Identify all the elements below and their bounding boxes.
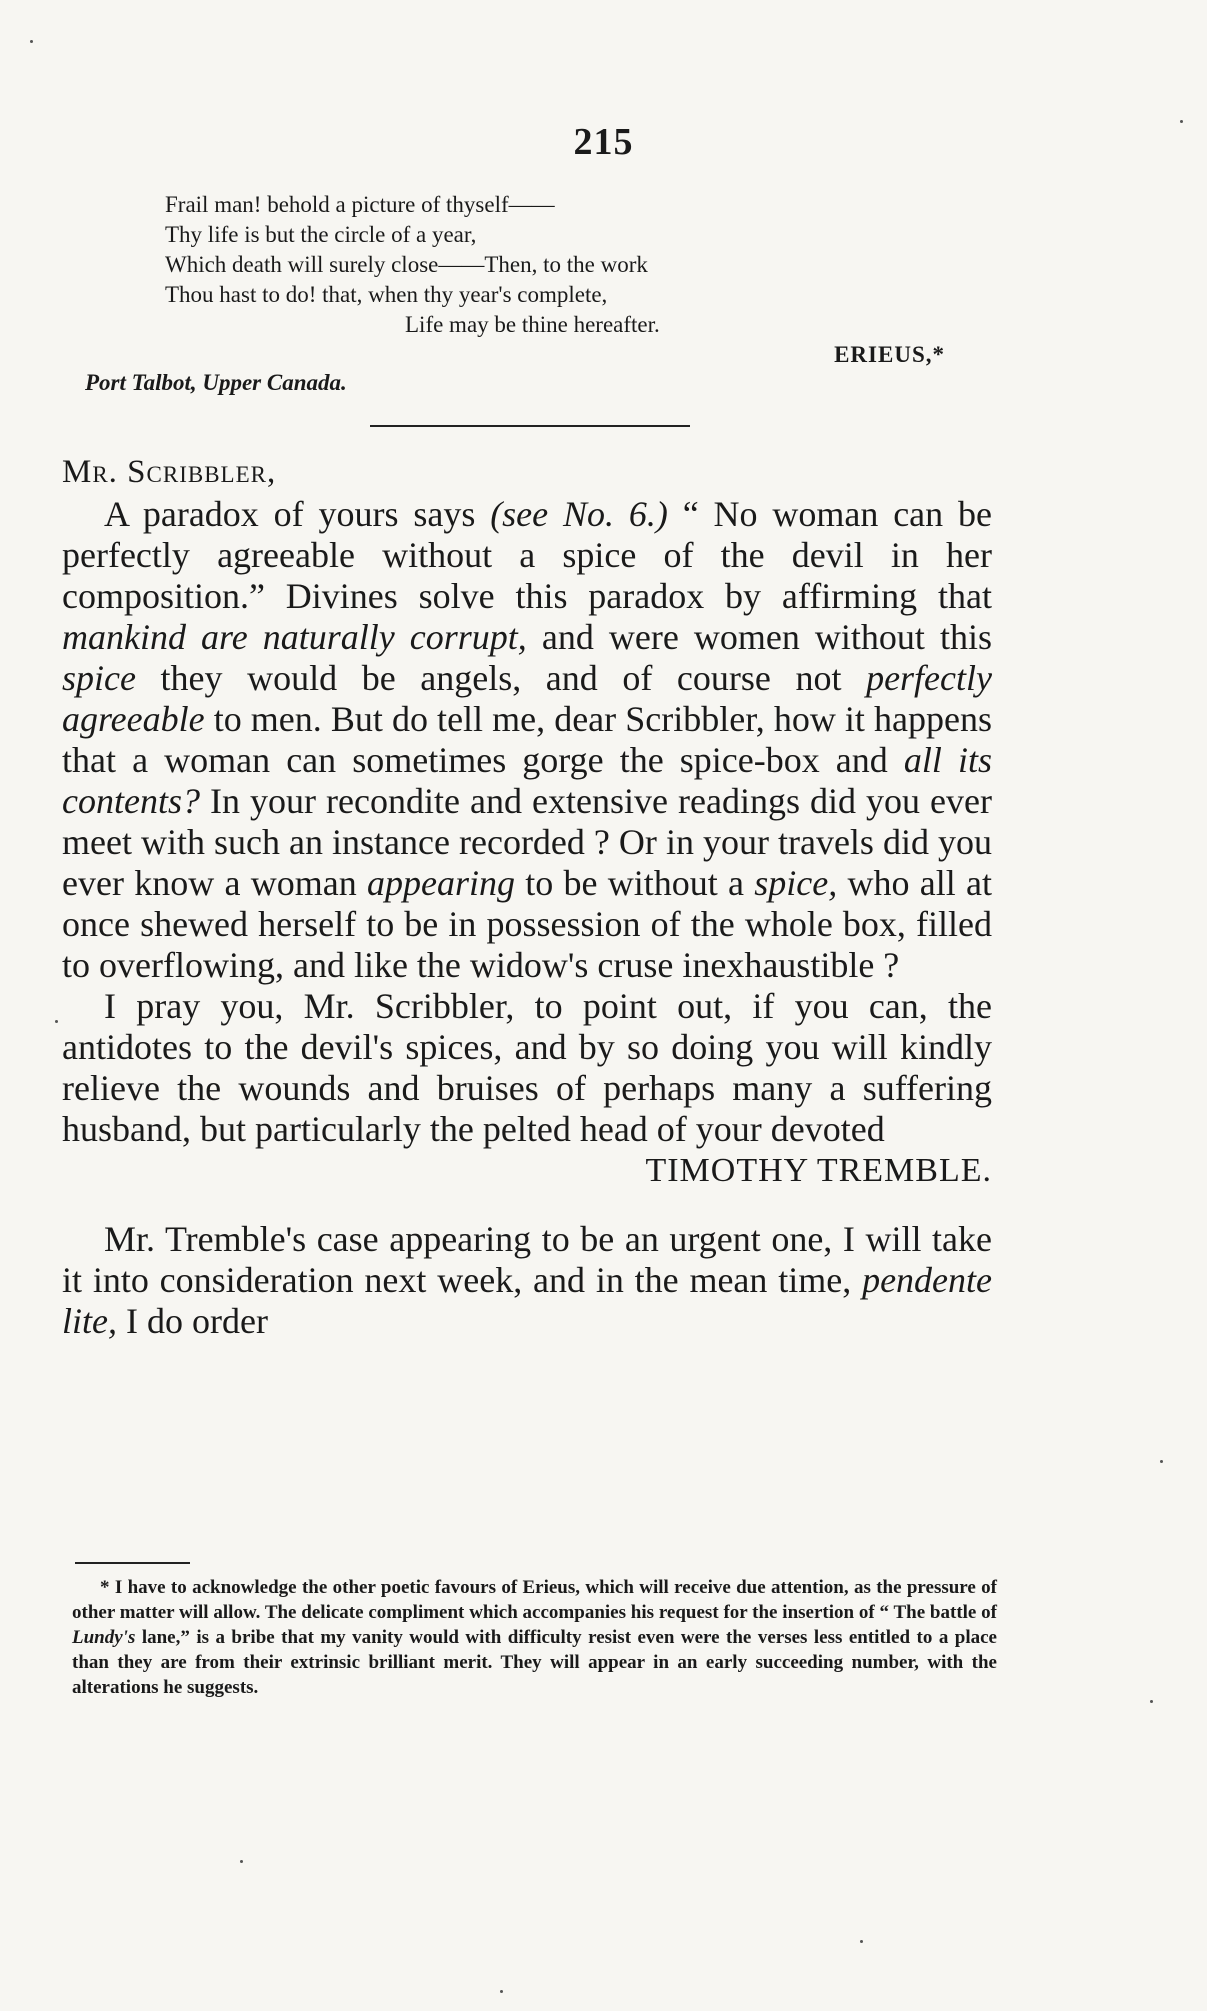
poem-line: Life may be thine hereafter. <box>405 312 660 337</box>
poem-line: Thou hast to do! that, when thy year's complete, <box>165 282 608 307</box>
paper-speck <box>55 1020 58 1023</box>
editor-reply <box>62 1219 992 1342</box>
paper-speck <box>860 1940 863 1943</box>
letter-paragraph-2: I pray you, Mr. Scribbler, to point out, if you can, the antidotes to the devil's spices, and by so doing you will kindly relieve the wounds and bruises of perhaps many a suffering husband, but particularly the pelted head of your devoted <box>62 986 992 1149</box>
poem-line: Which death will surely close——Then, to the work <box>165 252 648 277</box>
text-run-italic: (see No. 6.) <box>490 494 668 534</box>
text-run: and were women without this <box>526 617 992 657</box>
text-run-italic: spice <box>62 658 136 698</box>
letter-signature: TIMOTHY TREMBLE. <box>645 1152 992 1189</box>
text-run-italic: mankind are naturally corrupt, <box>62 617 527 657</box>
text-run: “ No woman can be perfectly agreeable without a spice of the devil in her composition.” Divines solve this paradox by affirming that <box>62 494 992 616</box>
poem-author: ERIEUS,* <box>834 342 945 367</box>
paper-speck <box>30 40 33 43</box>
paper-speck <box>1150 1700 1153 1703</box>
poem-line: Thy life is but the circle of a year, <box>165 222 477 247</box>
text-run-italic: pendente lite, <box>62 1260 992 1341</box>
paper-speck <box>500 1990 503 1993</box>
footnote <box>72 1575 997 1700</box>
text-run: who all at once shewed herself to be in possession of the whole box, filled to overflowing, and like the widow's cruse inexhaustible ? <box>62 863 992 985</box>
text-run-italic: all its contents? <box>62 740 992 821</box>
text-run: In your recondite and extensive readings did you ever meet with such an instance recorded ? Or in your travels did you ever know a woman <box>62 781 992 903</box>
letter-salutation: Mr. Scribbler, <box>62 454 277 490</box>
section-divider <box>370 425 690 427</box>
text-run: to men. But do tell me, dear Scribbler, how it happens that a woman can sometimes gorge the spice-box and <box>62 699 992 780</box>
text-run: I do order <box>116 1301 268 1341</box>
letter-paragraph-1 <box>62 494 992 986</box>
poem <box>165 190 660 340</box>
text-run: to be without a <box>514 863 755 903</box>
text-run: lane,” is a bribe that my vanity would with difficulty resist even were the verses less entitled to a place than they are from their extrinsic brilliant merit. They will appear in an early succeeding number, with the alterations he suggests. <box>72 1627 997 1698</box>
poem-place: Port Talbot, Upper Canada. <box>85 370 347 395</box>
text-run: they would be angels, and of course not <box>135 658 867 698</box>
text-run: * I have to acknowledge the other poetic favours of Erieus, which will receive due attention, as the pressure of other matter will allow. The delicate compliment which accompanies his request for the insertion of “ The battle of <box>72 1577 997 1623</box>
paper-speck <box>240 1860 243 1863</box>
paper-speck <box>1160 1460 1163 1463</box>
text-run-italic: perfectly agreeable <box>62 658 992 739</box>
text-run-italic: spice, <box>754 863 838 903</box>
letter <box>62 450 992 1342</box>
page-number: 215 <box>573 121 634 163</box>
text-run: A paradox of yours says <box>104 494 491 534</box>
text-run-italic: Lundy's <box>72 1627 136 1648</box>
text-run-italic: appearing <box>366 863 515 903</box>
paper-speck <box>1180 120 1183 123</box>
text-run: Mr. Tremble's case appearing to be an urgent one, I will take it into consideration next week, and in the mean time, <box>62 1219 992 1300</box>
poem-line: Frail man! behold a picture of thyself—— <box>165 192 555 217</box>
footnote-divider <box>75 1562 190 1564</box>
